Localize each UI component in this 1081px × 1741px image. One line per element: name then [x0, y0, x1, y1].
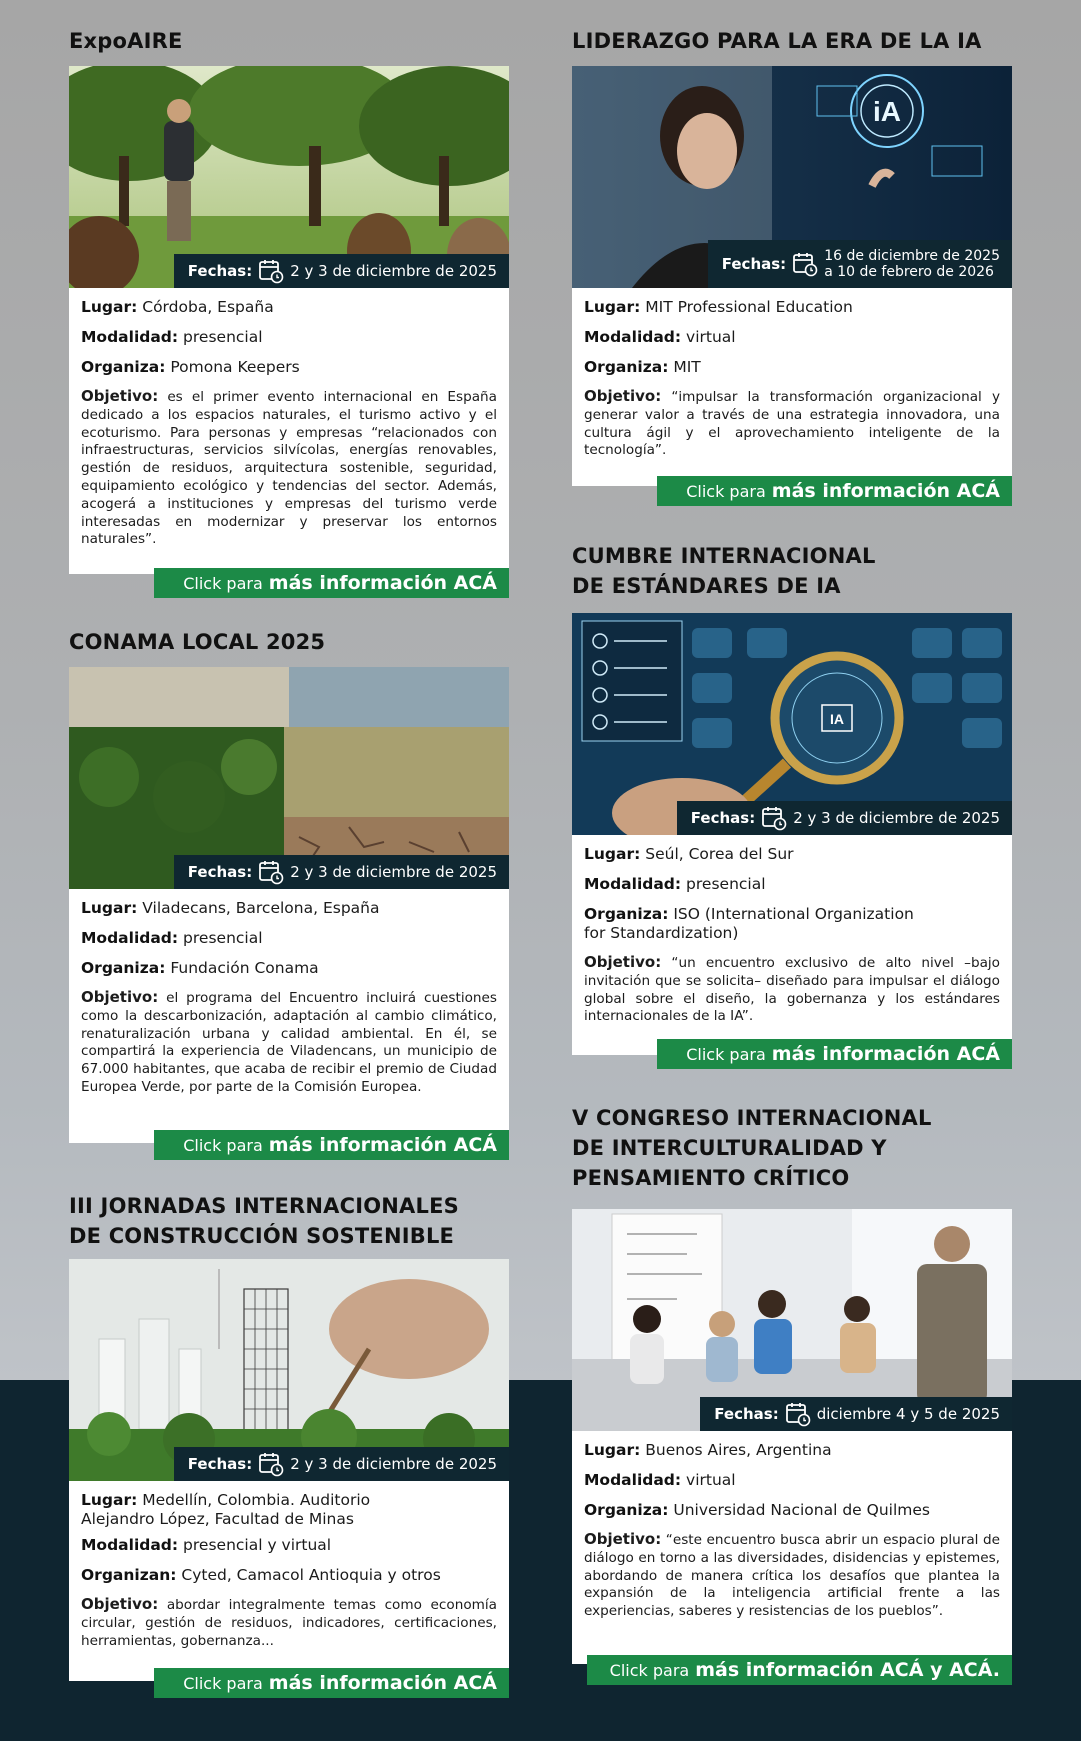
modalidad-row: Modalidad: presencial — [584, 875, 766, 893]
event-image-sustainable-city — [69, 1259, 509, 1481]
dates-label: Fechas: — [714, 1405, 779, 1423]
event-details — [572, 1431, 1012, 1664]
objetivo-text: Objetivo: “un encuentro exclusivo de alto nivel –bajo invitación que se solicita– diseñado para impulsar el diálogo global sobre el diseño, la gobernanza y los estándares internacionales de la IA”. — [584, 953, 1001, 1025]
lugar-row: Lugar: Viladecans, Barcelona, España — [81, 899, 380, 917]
ia-hologram-text: iA — [873, 96, 901, 127]
lugar-row: Lugar: Medellín, Colombia. Auditorio Alejandro López, Facultad de Minas — [81, 1491, 371, 1528]
more-info-link[interactable]: Click para más información ACÁ — [657, 1039, 1012, 1069]
dates-label: Fechas: — [690, 809, 756, 827]
modalidad-row: Modalidad: presencial y virtual — [81, 1536, 332, 1554]
dates-label: Fechas: — [187, 1455, 253, 1473]
dates-bar — [677, 801, 1012, 835]
modalidad-row: Modalidad: virtual — [584, 1471, 736, 1489]
event-image-park-speaker — [69, 66, 509, 288]
ia-chip-text: IA — [830, 711, 844, 727]
lugar-row: Lugar: MIT Professional Education — [584, 298, 853, 316]
event-image-ai-standards — [572, 613, 1012, 835]
dates-label: Fechas: — [187, 863, 253, 881]
dates-label: Fechas: — [187, 262, 253, 280]
event-title: III JORNADAS INTERNACIONALES DE CONSTRUCCIÓN SOSTENIBLE — [69, 1194, 459, 1248]
event-title: CUMBRE INTERNACIONAL DE ESTÁNDARES DE IA — [572, 544, 876, 598]
calendar-clock-icon — [792, 251, 818, 277]
dates-bar — [174, 855, 509, 889]
calendar-clock-icon — [258, 859, 284, 885]
modalidad-row: Modalidad: virtual — [584, 328, 736, 346]
organizan-row: Organizan: Cyted, Camacol Antioquia y otros — [81, 1566, 441, 1584]
dates-value: 2 y 3 de diciembre de 2025 — [793, 808, 1000, 827]
objetivo-text: Objetivo: abordar integralmente temas como economía circular, gestión de residuos, indicadores, certificaciones, herramientas, gobernanza... — [81, 1595, 497, 1649]
dates-value: diciembre 4 y 5 de 2025 — [816, 1404, 1000, 1423]
dates-value: 2 y 3 de diciembre de 2025 — [290, 1454, 497, 1473]
organiza-row: Organiza: MIT — [584, 358, 701, 376]
event-cumbre — [572, 541, 1012, 1065]
event-title: LIDERAZGO PARA LA ERA DE LA IA — [572, 29, 982, 53]
more-info-link-double[interactable]: Click para más información ACÁ y ACÁ. — [587, 1655, 1012, 1685]
event-details — [572, 835, 1012, 1055]
dates-value: 16 de diciembre de 2025 a 10 de febrero de 2026 — [824, 248, 1000, 280]
event-congreso — [572, 1103, 1012, 1681]
organiza-row: Organiza: Pomona Keepers — [81, 358, 300, 376]
more-info-link[interactable]: Click para más información ACÁ — [154, 568, 509, 598]
event-expoaire — [69, 26, 509, 594]
event-details — [572, 288, 1012, 486]
organiza-row: Organiza: Fundación Conama — [81, 959, 319, 977]
dates-bar — [708, 240, 1012, 288]
event-details — [69, 1481, 509, 1681]
event-jornadas — [69, 1191, 509, 1694]
objetivo-text: Objetivo: “este encuentro busca abrir un espacio plural de diálogo en torno a las diversidades, disidencias y epistemes, abordando de manera crítica los desafíos que plantea la expansión de la inteligencia artificial frente a las experiencias, saberes y resistencias de los pueblos”. — [584, 1530, 1000, 1620]
event-image-ai-leader — [572, 66, 1012, 288]
more-info-link[interactable]: Click para más información ACÁ — [154, 1668, 509, 1698]
lugar-row: Lugar: Seúl, Corea del Sur — [584, 845, 794, 863]
modalidad-row: Modalidad: presencial — [81, 328, 263, 346]
lugar-row: Lugar: Córdoba, España — [81, 298, 274, 316]
calendar-clock-icon — [258, 258, 284, 284]
event-image-classroom — [572, 1209, 1012, 1431]
dates-value: 2 y 3 de diciembre de 2025 — [290, 261, 497, 280]
event-title: ExpoAIRE — [69, 29, 183, 53]
calendar-clock-icon — [258, 1451, 284, 1477]
modalidad-row: Modalidad: presencial — [81, 929, 263, 947]
event-title: CONAMA LOCAL 2025 — [69, 630, 326, 654]
dates-label: Fechas: — [721, 255, 787, 273]
dates-bar — [174, 1447, 509, 1481]
event-details — [69, 288, 509, 574]
organiza-row: Organiza: ISO (International Organization for Standardization) — [584, 905, 914, 942]
event-details — [69, 889, 509, 1143]
calendar-clock-icon — [785, 1401, 811, 1427]
objetivo-text: Objetivo: es el primer evento internacional en España dedicado a los espacios naturales, el turismo activo y el ecoturismo. Para personas y empresas “relacionados con infraestructuras, servicios silvícolas, energías renovables, gestión de residuos, arquitectura sostenible, seguridad, equipamiento ecológico y tendencias del sector. Además, acogerá a instituciones y empresas del turismo verde interesadas en modernizar y preservar los entornos naturales”. — [81, 387, 497, 548]
objetivo-text: Objetivo: “impulsar la transformación organizacional y generar valor a través de una estrategia innovadora, una cultura ágil y el aprovechamiento inteligente de la tecnología”. — [584, 387, 1000, 459]
lugar-row: Lugar: Buenos Aires, Argentina — [584, 1441, 832, 1459]
objetivo-text: Objetivo: el programa del Encuentro incluirá cuestiones como la descarbonización, adaptación al cambio climático, renaturalización urbana y calidad ambiental. En él, se compartirá la experiencia de Viladencans, un municipio de 67.000 habitantes, que acaba de recibir el premio de Ciudad Europea Verde, por parte de la Comisión Europea. — [81, 988, 497, 1095]
event-image-forest-drought — [69, 667, 509, 889]
calendar-clock-icon — [761, 805, 787, 831]
organiza-row: Organiza: Universidad Nacional de Quilmes — [584, 1501, 930, 1519]
event-liderazgo — [572, 26, 1012, 502]
event-title: V CONGRESO INTERNACIONAL DE INTERCULTURALIDAD Y PENSAMIENTO CRÍTICO — [572, 1106, 932, 1190]
dates-bar — [700, 1397, 1012, 1431]
more-info-link[interactable]: Click para más información ACÁ — [657, 476, 1012, 506]
dates-bar — [174, 254, 509, 288]
more-info-link[interactable]: Click para más información ACÁ — [154, 1130, 509, 1160]
event-conama — [69, 627, 509, 1156]
dates-value: 2 y 3 de diciembre de 2025 — [290, 862, 497, 881]
